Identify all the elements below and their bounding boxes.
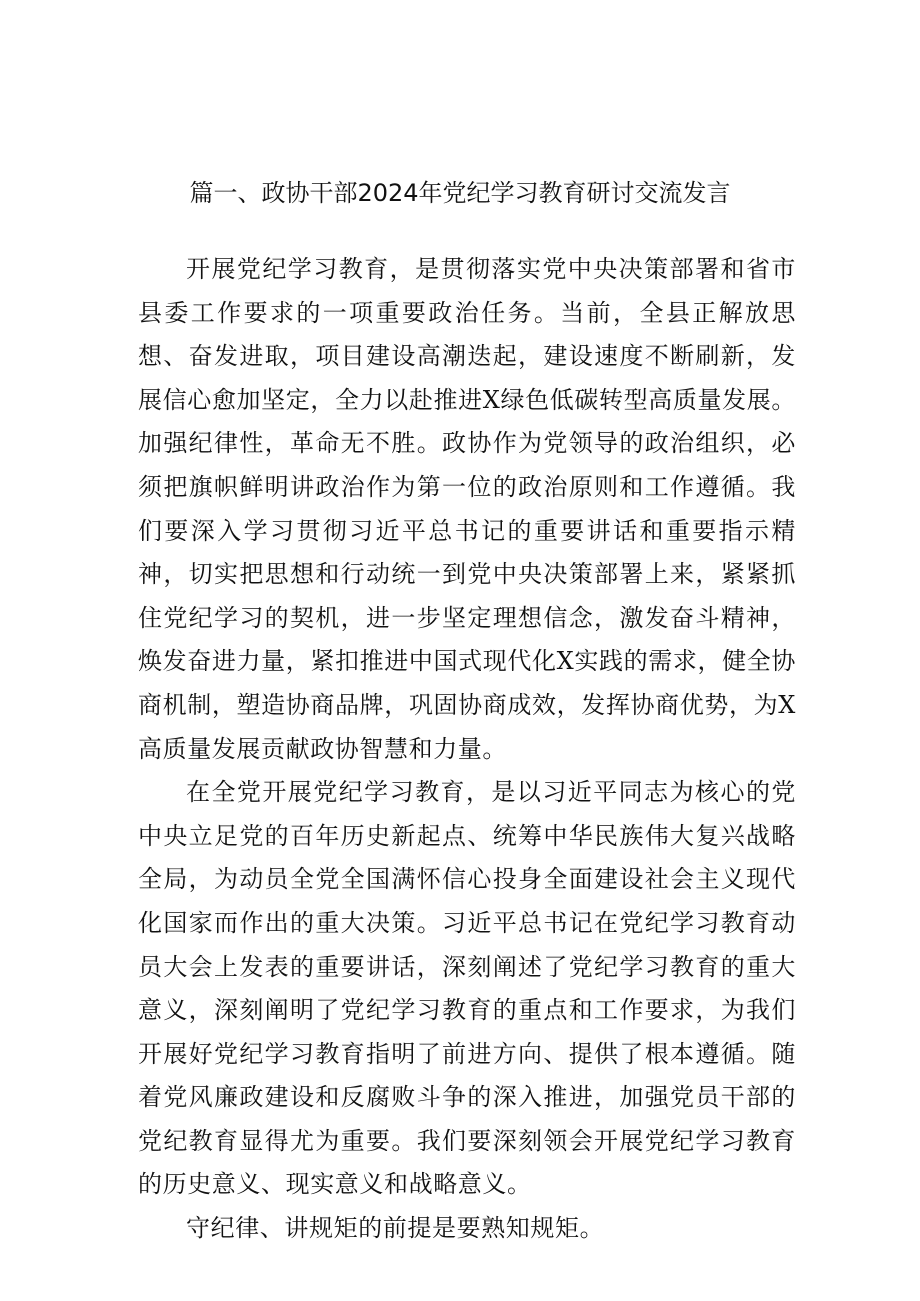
paragraph-1: 开展党纪学习教育，是贯彻落实党中央决策部署和省市县委工作要求的一项重要政治任务。当前，全县正解放思想、奋发进取，项目建设高潮迭起，建设速度不断刷新，发展信心愈加坚定，全力以赴推进X绿色低碳转型高质量发展。加强纪律性，革命无不胜。政协作为党领导的政治组织，必须把旗帜鲜明讲政治作为第一位的政治原则和工作遵循。我们要深入学习贯彻习近平总书记的重要讲话和重要指示精神，切实把思想和行动统一到党中央决策部署上来，紧紧抓住党纪学习的契机，进一步坚定理想信念，激发奋斗精神，焕发奋进力量，紧扣推进中国式现代化X实践的需求，健全协商机制，塑造协商品牌，巩固协商成效，发挥协商优势，为X高质量发展贡献政协智慧和力量。 <box>138 255 796 763</box>
paragraph-2: 在全党开展党纪学习教育，是以习近平同志为核心的党中央立足党的百年历史新起点、统筹中华民族伟大复兴战略全局，为动员全党全国满怀信心投身全面建设社会主义现代化国家而作出的重大决策。习近平总书记在党纪学习教育动员大会上发表的重要讲话，深刻阐述了党纪学习教育的重大意义，深刻阐明了党纪学习教育的重点和工作要求，为我们开展好党纪学习教育指明了前进方向、提供了根本遵循。随着党风廉政建设和反腐败斗争的深入推进，加强党员干部的党纪教育显得尤为重要。我们要深刻领会开展党纪学习教育的历史意义、现实意义和战略意义。 <box>138 778 796 1199</box>
document-body <box>138 248 796 1251</box>
paragraph-3: 守纪律、讲规矩的前提是要熟知规矩。 <box>186 1214 605 1243</box>
document-title: 篇一、政协干部2024年党纪学习教育研讨交流发言 <box>189 179 731 207</box>
